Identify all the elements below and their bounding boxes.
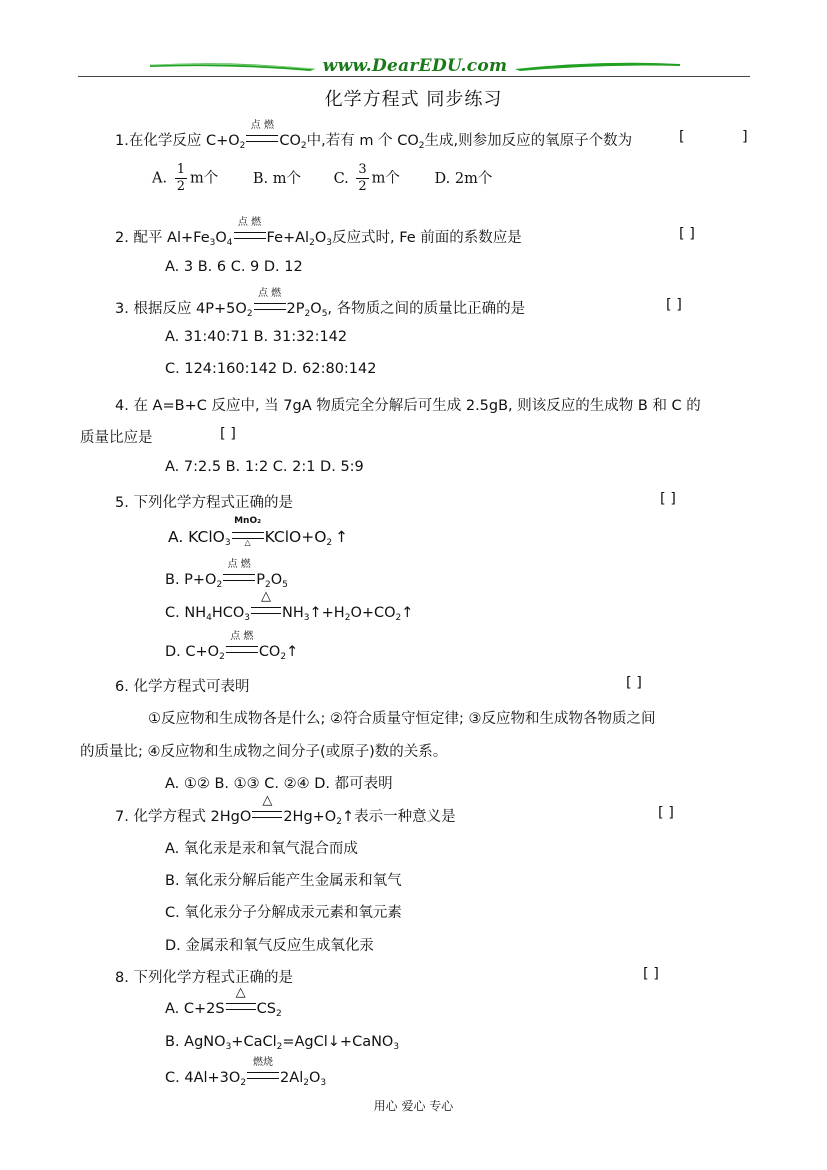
sub: 5	[282, 580, 288, 590]
q8-bracket: [ ]	[643, 966, 659, 982]
q3-suffix: , 各物质之间的质量比正确的是	[327, 301, 526, 317]
question-6-stem: 6. 化学方程式可表明	[115, 679, 250, 695]
condition-mark	[252, 793, 282, 825]
condition-mark	[234, 217, 266, 246]
fraction-three-halves	[356, 162, 368, 195]
condition-mark	[246, 120, 278, 149]
q5-bracket: [ ]	[660, 491, 676, 507]
question-6-options: A. ①② B. ①③ C. ②④ D. 都可表明	[165, 776, 393, 792]
q1-option-b: B. m个	[252, 170, 301, 187]
condition-label: 点 燃	[230, 631, 254, 642]
question-1-options	[152, 162, 492, 195]
question-6-line1: ①反应物和生成物各是什么; ②符合质量守恒定律; ③反应物和生成物各物质之间	[148, 711, 656, 727]
condition-label: 点 燃	[237, 217, 262, 228]
sub: 2	[326, 538, 333, 548]
sub: 2	[239, 141, 246, 151]
denominator: 2	[358, 179, 367, 194]
question-5-stem: 5. 下列化学方程式正确的是	[115, 495, 293, 511]
q5-d-suffix: CO	[258, 644, 281, 660]
sub: 2	[216, 580, 223, 590]
sub: 2	[275, 1009, 282, 1019]
q6-bracket: [ ]	[626, 675, 642, 691]
condition-mark	[223, 559, 255, 588]
sub: 2	[276, 1042, 283, 1052]
sub: 2	[246, 309, 253, 319]
condition-label: 燃烧	[253, 1057, 274, 1068]
question-4-stem-line2: 质量比应是	[80, 430, 153, 446]
page-title: 化学方程式 同步练习	[324, 89, 503, 110]
q8-option-b	[165, 1034, 399, 1050]
condition-catalyst: MnO₂	[234, 516, 262, 526]
numerator: 3	[358, 162, 367, 177]
q7-option-d: D. 金属汞和氧气反应生成氧化汞	[165, 938, 374, 954]
q5-b-prefix: B. P+O	[165, 572, 217, 588]
condition-mark	[254, 288, 286, 317]
question-1-stem	[115, 120, 633, 151]
sub: 3	[326, 238, 332, 248]
sub: 2	[264, 580, 271, 590]
q5-option-b	[165, 559, 288, 590]
q5-option-d	[165, 631, 299, 662]
sub: 2	[280, 652, 287, 662]
equals-bar	[234, 232, 266, 239]
question-7-stem	[115, 793, 456, 827]
sub: 2	[309, 238, 315, 248]
sub: 2	[336, 817, 342, 827]
q1-option-a: A.	[152, 170, 168, 187]
q3-bracket: [ ]	[666, 297, 682, 313]
question-8-stem: 8. 下列化学方程式正确的是	[115, 970, 293, 986]
question-3-options-ab: A. 31:40:71 B. 31:32:142	[165, 329, 348, 345]
sub: 3	[303, 613, 310, 623]
q1-option-d: D. 2m个	[434, 170, 493, 187]
sub: 2	[304, 309, 311, 319]
q5-c-suffix3: O+CO	[350, 605, 396, 621]
heat-mark: △	[235, 985, 246, 1000]
q1-bracket-close: ]	[742, 129, 748, 145]
q2-bracket: [ ]	[679, 226, 695, 242]
equals-bar	[254, 303, 286, 310]
q2-product-o: O	[314, 230, 327, 246]
q4-bracket: [ ]	[220, 426, 236, 442]
q2-prefix: 2. 配平 Al+Fe	[115, 230, 210, 246]
q1-suffix2: 生成,则参加反应的氧原子个数为	[424, 133, 633, 149]
sub: 3	[244, 613, 251, 623]
question-3-options-cd: C. 124:160:142 D. 62:80:142	[165, 361, 377, 377]
sub: 4	[206, 613, 212, 623]
q5-b-suffix: P	[256, 572, 265, 588]
q1-suffix: 中,若有 m 个 CO	[306, 133, 419, 149]
sub: 3	[209, 238, 216, 248]
q1-prefix: 1.在化学反应 C+O	[115, 133, 240, 149]
question-2-options: A. 3 B. 6 C. 9 D. 12	[165, 259, 303, 275]
sub: 2	[300, 141, 307, 151]
equals-bar	[223, 574, 255, 581]
equals-bar	[246, 135, 278, 142]
q5-a-prefix: A. KClO	[168, 528, 225, 546]
q7-bracket: [ ]	[658, 805, 674, 821]
equals-bar	[226, 646, 258, 653]
q5-b-suffix-o: O	[270, 572, 283, 588]
fraction-one-half	[175, 162, 187, 195]
equals-bar	[251, 607, 281, 614]
gas-arrow: ↑	[401, 605, 414, 621]
q8-a-prefix: A. C+2S	[165, 1001, 225, 1017]
q1-option-a-tail: m个	[189, 170, 219, 187]
numerator: 1	[176, 162, 185, 177]
q8-b-prefix: B. AgNO	[165, 1034, 226, 1050]
condition-label: 点 燃	[227, 559, 251, 570]
sub: 2	[219, 652, 225, 662]
q7-option-b: B. 氧化汞分解后能产生金属汞和氧气	[165, 873, 402, 889]
q1-product: CO	[279, 133, 301, 149]
q1-option-c: C.	[333, 170, 349, 187]
q1-bracket-open: [	[679, 129, 685, 145]
q5-c-prefix: C. NH	[165, 605, 207, 621]
equals-bar	[252, 811, 282, 818]
question-4-options: A. 7:2.5 B. 1:2 C. 2:1 D. 5:9	[165, 459, 364, 475]
sub: 2	[240, 1078, 247, 1088]
q7-prefix: 7. 化学方程式 2HgO	[115, 809, 252, 825]
q5-option-c	[165, 589, 414, 623]
site-banner	[150, 56, 680, 78]
q7-product: 2Hg+O	[283, 809, 337, 825]
q3-product-o: O	[310, 301, 322, 317]
q3-prefix: 3. 根据反应 4P+5O	[115, 301, 247, 317]
q5-c-mid: HCO	[211, 605, 245, 621]
sub: 3	[224, 538, 231, 548]
heat-mark: △	[262, 793, 273, 808]
q5-c-suffix2: ↑+H	[309, 605, 345, 621]
question-4-stem-line1: 4. 在 A=B+C 反应中, 当 7gA 物质完全分解后可生成 2.5gB, 则该反应的生成物 B 和 C 的	[115, 398, 701, 414]
q8-c-suffix-o: O	[308, 1070, 321, 1086]
q2-oxygen: O	[215, 230, 227, 246]
q7-option-c: C. 氧化汞分子分解成汞元素和氧元素	[165, 905, 402, 921]
q8-option-a	[165, 985, 282, 1019]
q5-c-suffix: NH	[282, 605, 304, 621]
question-3-stem	[115, 288, 526, 319]
condition-mark	[226, 985, 256, 1017]
q7-suffix: ↑表示一种意义是	[341, 809, 456, 825]
condition-label: 点 燃	[257, 288, 282, 299]
gas-arrow: ↑	[335, 528, 349, 546]
heat-mark: △	[261, 589, 272, 604]
q8-b-mid2: =AgCl↓+CaNO	[282, 1034, 394, 1050]
heat-mark: △	[244, 538, 251, 547]
denominator: 2	[176, 179, 185, 194]
condition-mark	[232, 516, 264, 547]
q1-option-c-tail: m个	[371, 170, 400, 187]
q8-b-mid: +CaCl	[231, 1034, 277, 1050]
equals-bar	[226, 1003, 256, 1010]
gas-arrow: ↑	[286, 644, 299, 660]
sub: 3	[393, 1042, 400, 1052]
q2-product: Fe+Al	[266, 230, 310, 246]
sub: 3	[320, 1078, 327, 1088]
q8-c-suffix: 2Al	[280, 1070, 304, 1086]
q8-option-c	[165, 1057, 327, 1088]
q8-c-prefix: C. 4Al+3O	[165, 1070, 241, 1086]
sub: 4	[226, 238, 233, 248]
q5-d-prefix: D. C+O	[165, 644, 220, 660]
header-divider	[78, 76, 750, 77]
q5-option-a	[168, 516, 349, 548]
condition-label: 点 燃	[250, 120, 274, 131]
question-2-stem	[115, 217, 522, 248]
sub: 2	[418, 141, 425, 151]
q8-a-suffix: CS	[256, 1001, 276, 1017]
sub: 2	[303, 1078, 309, 1088]
sub: 2	[344, 613, 351, 623]
condition-mark	[247, 1057, 279, 1086]
condition-mark	[226, 631, 258, 660]
condition-mark	[251, 589, 281, 621]
q2-suffix: 反应式时, Fe 前面的系数应是	[331, 230, 522, 246]
q5-a-suffix: KClO+O	[264, 528, 327, 546]
page-footer: 用心 爱心 专心	[373, 1099, 454, 1113]
equals-bar	[247, 1072, 279, 1079]
q7-option-a: A. 氧化汞是汞和氧气混合而成	[165, 841, 358, 857]
site-url: www.DearEDU.com	[322, 56, 508, 76]
sub: 2	[395, 613, 402, 623]
question-6-line2: 的质量比; ④反应物和生成物之间分子(或原子)数的关系。	[80, 744, 448, 760]
sub: 3	[225, 1042, 232, 1052]
q3-product: 2P	[286, 301, 305, 317]
sub: 5	[321, 309, 328, 319]
